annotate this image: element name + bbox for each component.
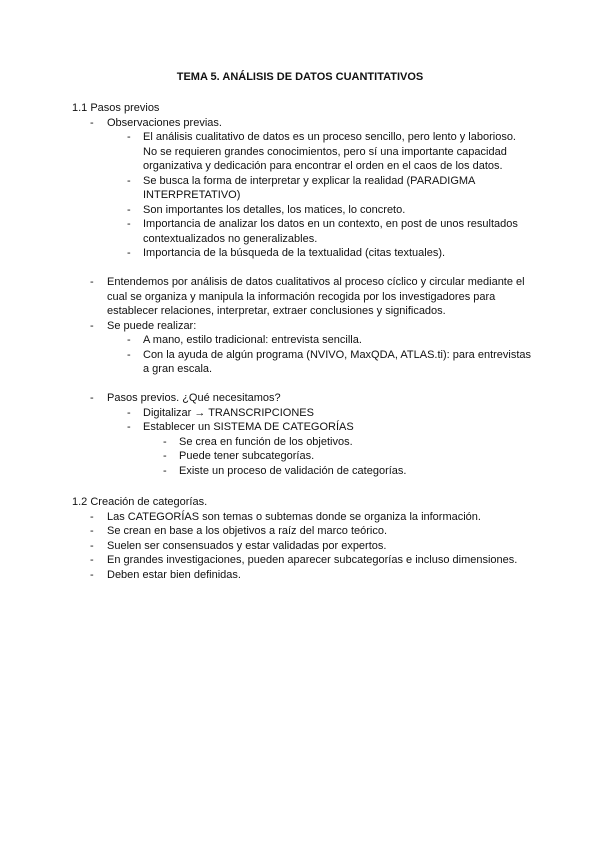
sub-sub-list-item-text: Existe un proceso de validación de categorías. bbox=[179, 464, 407, 477]
dash-bullet: - bbox=[90, 568, 94, 581]
sub-list bbox=[107, 333, 532, 377]
dash-bullet: - bbox=[163, 464, 167, 477]
section-heading: 1.1 Pasos previos bbox=[72, 102, 160, 114]
sub-list-item bbox=[108, 406, 532, 421]
sub-list-item-text: Se busca la forma de interpretar y explicar la realidad (PARADIGMA INTERPRETATIVO) bbox=[143, 174, 475, 201]
dash-bullet: - bbox=[90, 525, 94, 537]
list-item-text: Observaciones previas. bbox=[107, 116, 222, 129]
sub-list bbox=[107, 130, 532, 261]
list-item-text: Suelen ser consensuados y estar validadas por expertos. bbox=[107, 539, 387, 552]
list-item bbox=[72, 553, 532, 568]
dash-bullet: - bbox=[90, 392, 94, 404]
sub-list-item bbox=[108, 217, 532, 246]
sub-list-item-text: Son importantes los detalles, los matices, lo concreto. bbox=[143, 203, 406, 216]
dash-bullet: - bbox=[127, 174, 131, 187]
list-item bbox=[72, 275, 532, 319]
sub-list-item bbox=[108, 420, 532, 478]
dash-bullet: - bbox=[127, 247, 131, 259]
sub-list-item bbox=[108, 348, 532, 377]
sub-list-item-text: Con la ayuda de algún programa (NVIVO, MaxQDA, ATLAS.ti): para entrevistas a gran escala. bbox=[143, 348, 532, 375]
list-item bbox=[72, 524, 532, 539]
dash-bullet: - bbox=[127, 406, 131, 419]
dash-bullet: - bbox=[163, 435, 167, 448]
sub-sub-list-item-text: Puede tener subcategorías. bbox=[179, 450, 315, 462]
sub-sub-list-item bbox=[143, 449, 532, 464]
dash-bullet: - bbox=[90, 116, 94, 129]
sub-list-item bbox=[108, 246, 532, 261]
dash-bullet: - bbox=[90, 319, 94, 332]
sub-list-item-text: Digitalizar → TRANSCRIPCIONES bbox=[143, 406, 314, 419]
list-item bbox=[72, 539, 532, 554]
list-item bbox=[72, 116, 532, 261]
sub-list-item bbox=[108, 130, 532, 174]
dash-bullet: - bbox=[127, 348, 131, 361]
dash-bullet: - bbox=[127, 421, 131, 433]
dash-bullet: - bbox=[90, 539, 94, 552]
dash-bullet: - bbox=[127, 131, 131, 143]
sub-sub-list bbox=[143, 435, 532, 479]
sub-sub-list-item bbox=[143, 464, 532, 479]
sub-list-item-text: A mano, estilo tradicional: entrevista sencilla. bbox=[143, 334, 362, 346]
sub-list-item-text: El análisis cualitativo de datos es un proceso sencillo, pero lento y laborioso. No se requieren grandes conocimientos, pero sí una importante capacidad organizativa y dedicación para encontrar el orden en el caos de los datos. bbox=[143, 131, 516, 172]
sub-list-item-text: Importancia de la búsqueda de la textualidad (citas textuales). bbox=[143, 247, 446, 259]
sub-list-item-text: Importancia de analizar los datos en un contexto, en post de unos resultados contextualizados no generalizables. bbox=[143, 218, 518, 245]
sub-list-item bbox=[108, 174, 532, 203]
list-item-text: Deben estar bien definidas. bbox=[107, 568, 241, 581]
list-item bbox=[72, 568, 532, 583]
list-item bbox=[72, 510, 532, 525]
section-pasos-previos bbox=[72, 101, 532, 478]
sub-list-item bbox=[108, 333, 532, 348]
bullet-list bbox=[72, 510, 532, 583]
document-title: TEMA 5. ANÁLISIS DE DATOS CUANTITATIVOS bbox=[176, 71, 424, 83]
section-heading: 1.2 Creación de categorías. bbox=[72, 496, 208, 508]
dash-bullet: - bbox=[90, 554, 94, 566]
sub-list-item-text: Establecer un SISTEMA DE CATEGORÍAS bbox=[143, 421, 354, 433]
dash-bullet: - bbox=[127, 203, 131, 216]
dash-bullet: - bbox=[127, 334, 131, 346]
dash-bullet: - bbox=[90, 276, 94, 288]
list-item-text: Se puede realizar: bbox=[107, 319, 197, 332]
list-item-text: Las CATEGORÍAS son temas o subtemas donde se organiza la información. bbox=[107, 510, 481, 523]
sub-list bbox=[107, 406, 532, 479]
sub-sub-list-item-text: Se crea en función de los objetivos. bbox=[179, 435, 353, 448]
dash-bullet: - bbox=[127, 218, 131, 230]
section-creacion-categorias bbox=[72, 495, 532, 582]
list-item-text: Pasos previos. ¿Qué necesitamos? bbox=[107, 392, 281, 404]
dash-bullet: - bbox=[163, 450, 167, 462]
sub-sub-list-item bbox=[143, 435, 532, 450]
list-item-text: En grandes investigaciones, pueden aparecer subcategorías e incluso dimensiones. bbox=[107, 554, 518, 566]
list-item bbox=[72, 319, 532, 377]
list-item bbox=[72, 391, 532, 478]
list-item-text: Entendemos por análisis de datos cualitativos al proceso cíclico y circular mediante el cual se organiza y manipula la información recogida por los investigadores para establecer relaciones, interpretar, extraer conclusiones y significados. bbox=[107, 276, 525, 317]
bullet-list bbox=[72, 116, 532, 479]
dash-bullet: - bbox=[90, 510, 94, 523]
list-item-text: Se crean en base a los objetivos a raíz del marco teórico. bbox=[107, 525, 388, 537]
sub-list-item bbox=[108, 203, 532, 218]
